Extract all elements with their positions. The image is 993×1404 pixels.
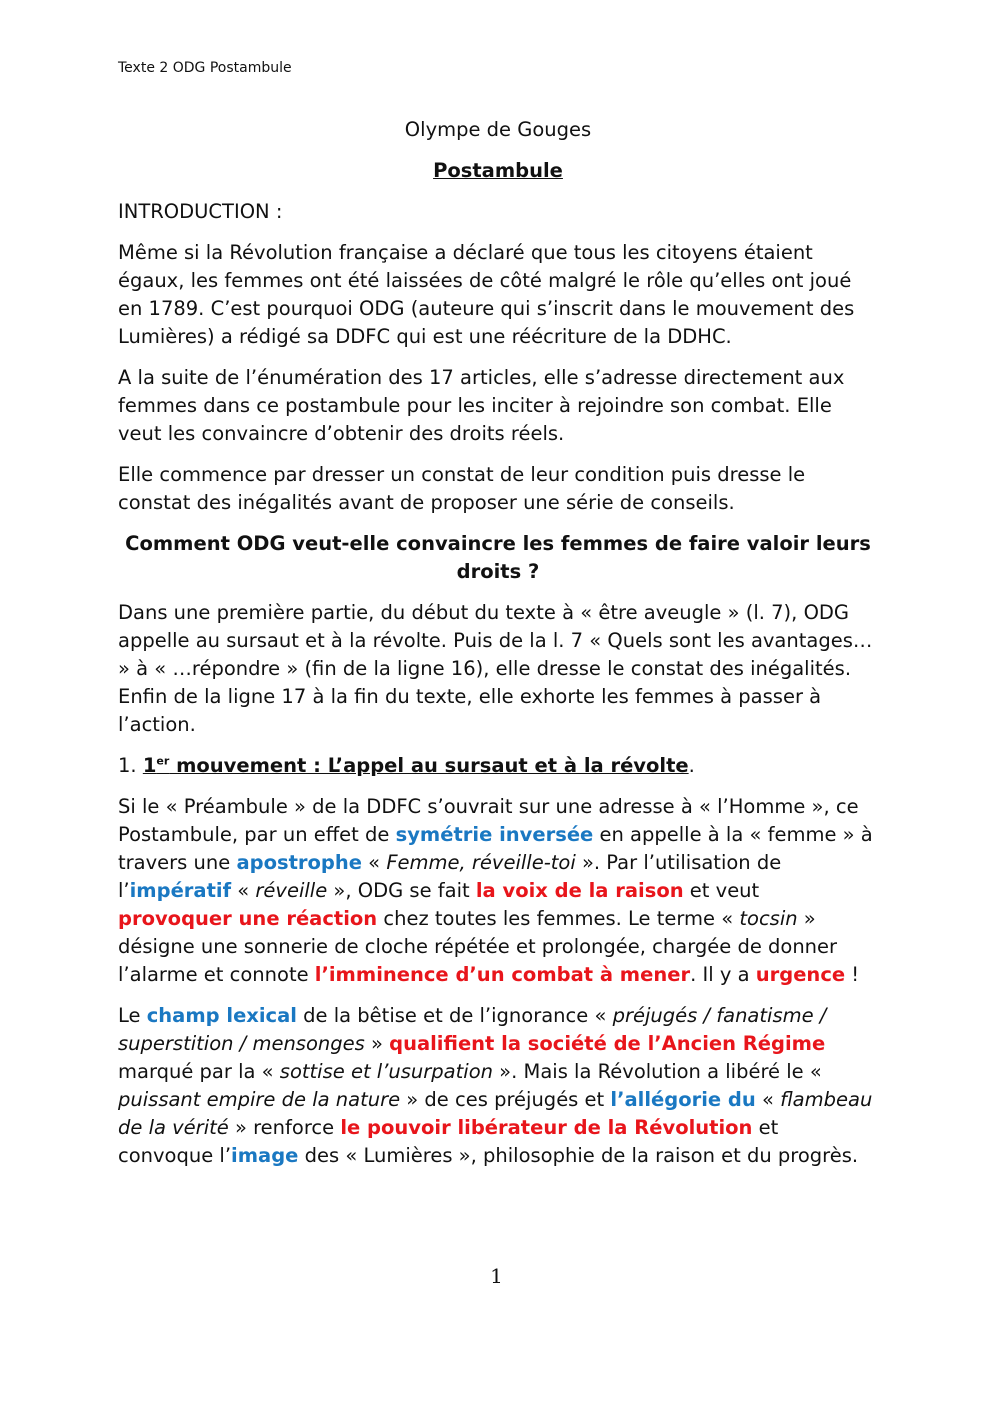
text-run: des « Lumières », philosophie de la raison et du progrès. [298,1144,859,1167]
quotation: réveille [255,879,328,902]
red-highlight: provoquer une réaction [118,907,378,930]
intro-paragraph-3: Elle commence par dresser un constat de leur condition puis dresse le constat des inégalités avant de proposer une série de conseils. [118,463,806,514]
red-highlight: urgence [755,963,846,986]
text-run: de la bêtise et de l’ignorance « [296,1004,613,1027]
text-run: » de ces préjugés et [400,1088,611,1111]
intro-paragraph-1: Même si la Révolution française a déclaré que tous les citoyens étaient égaux, les femmes ont été laissées de côté malgré le rôle qu’elles ont joué en 1789. C’est pourquoi ODG (auteure qui s’inscrit dans le mouvement des Lumières) a rédigé sa DDFC qui est une réécriture de la DDHC. [118,241,855,348]
quotation: préjugés / fanatisme / superstition / mensonges [118,1004,827,1055]
problematic-question: Comment ODG veut-elle convaincre les femmes de faire valoir leurs droits ? [125,532,871,583]
quotation: puissant empire de la nature [118,1088,401,1111]
text-run: » [364,1032,390,1055]
document-body [118,116,878,1183]
quotation: Femme, réveille-toi [386,851,576,874]
movement-heading [118,752,878,780]
author-title: Olympe de Gouges [404,118,592,141]
blue-highlight: champ lexical [146,1004,297,1027]
page-number: 1 [490,1264,503,1288]
blue-highlight: l’allégorie du [610,1088,756,1111]
blue-highlight: apostrophe [236,851,362,874]
movement-title-text: mouvement : L’appel au sursaut et à la révolte [169,754,689,777]
text-run: « [361,851,387,874]
blue-highlight: image [231,1144,299,1167]
red-highlight: la voix de la raison [475,879,684,902]
document-subtitle [118,157,878,185]
analysis-paragraph-2 [118,1002,878,1170]
text-run: Le [118,1004,147,1027]
quotation: flambeau de la vérité [118,1088,873,1139]
intro-paragraph-2: A la suite de l’énumération des 17 articles, elle s’adresse directement aux femmes dans ce postambule pour les inciter à rejoindre son combat. Elle veut les convaincre d’obtenir des droits réels. [118,366,845,445]
text-run: marqué par la « [118,1060,280,1083]
running-header: Texte 2 ODG Postambule [118,60,292,76]
movement-ordinal-sup: er [156,754,170,768]
intro-heading: INTRODUCTION : [118,200,283,223]
text-run: et veut [683,879,760,902]
text-run: « [755,1088,781,1111]
subtitle-text: Postambule [433,159,563,182]
text-run: . Il y a [690,963,756,986]
text-run: ». Mais la Révolution a libéré le « [492,1060,822,1083]
blue-highlight: impératif [129,879,232,902]
movement-end: . [688,754,695,777]
text-run: chez toutes les femmes. Le terme « [377,907,740,930]
text-run: », ODG se fait [327,879,476,902]
text-run: ! [845,963,860,986]
movement-title [143,754,689,777]
red-highlight: l’imminence d’un combat à mener [314,963,691,986]
text-run: » désigne une sonnerie de cloche répétée et prolongée, chargée de donner l’alarme et connote [118,907,838,986]
text-run: Si le « Préambule » de la DDFC s’ouvrait sur une adresse à « l’Homme », ce Postambule, par un effet de [118,795,859,846]
text-run: « [231,879,256,902]
text-run: et convoque l’ [118,1116,779,1167]
text-run: » renforce [228,1116,341,1139]
red-highlight: le pouvoir libérateur de la Révolution [340,1116,753,1139]
movement-ordinal: 1 [142,754,157,777]
text-run: en appelle à la « femme » à travers une [118,823,873,874]
analysis-paragraph-1 [118,793,878,989]
quotation: tocsin [739,907,798,930]
quotation: sottise et l’usurpation [279,1060,493,1083]
movement-number: 1. [118,754,137,777]
blue-highlight: symétrie inversée [395,823,594,846]
red-highlight: qualifient la société de l’Ancien Régime [389,1032,826,1055]
text-run: ». Par l’utilisation de l’ [118,851,782,902]
plan-paragraph: Dans une première partie, du début du texte à « être aveugle » (l. 7), ODG appelle au sursaut et à la révolte. Puis de la l. 7 « Quels sont les avantages… » à « …répondre » (fin de la ligne 16), elle dresse le constat des inégalités. Enfin de la ligne 17 à la fin du texte, elle exhorte les femmes à passer à l’action. [118,601,873,736]
